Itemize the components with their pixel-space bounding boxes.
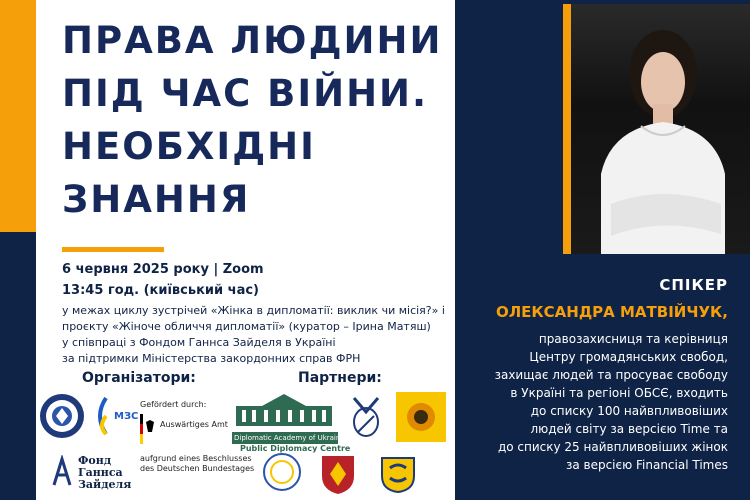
speaker-photo [571,4,750,254]
beschluss-line-1: aufgrund eines Beschlusses [140,454,252,463]
cy-university-logo [378,454,418,494]
bio-line: людей світу за версією Time та [530,422,728,436]
navy-accent-strip [0,232,36,500]
title-line-2: ПІД ЧАС ВІЙНИ. [62,72,429,115]
university-seal-logo [38,392,86,440]
title-line-3: НЕОБХІДНІ [62,125,316,168]
event-time: 13:45 год. (київський час) [62,283,259,298]
bio-line: до списку 25 найвпливовіших жінок [497,440,728,454]
gefordert-text: Gefördert durch: [140,400,207,409]
auswartiges-amt-text: Auswärtiges Amt [160,420,228,429]
bio-line: захищає людей та просуває свободу [494,368,728,382]
speaker-label: СПІКЕР [659,276,728,294]
event-title [62,14,452,226]
description-line: за підтримки Міністерства закордонних справ ФРН [62,352,361,365]
title-line-4: ЗНАННЯ [62,178,251,221]
academy-name-banner: Diplomatic Academy of Ukraine [234,434,345,442]
partners-heading: Партнери: [298,370,382,386]
academy-centre-text: Public Diplomacy Centre [240,444,351,453]
hanns-seidel-icon [50,455,74,489]
university-crest-logo [348,392,384,442]
bio-line: до списку 100 найвпливовіших [530,404,728,418]
beschluss-line-2: des Deutschen Bundestages [140,464,255,473]
organizers-heading: Організатори: [82,370,196,386]
fond-line-1: Фонд [78,454,112,467]
title-divider [62,247,164,252]
fond-line-2: Ганнса [78,466,123,479]
event-date: 6 червня 2025 року | Zoom [62,262,264,277]
bio-line: Центру громадянських свобод, [529,350,728,364]
orange-accent-strip [0,0,36,232]
bio-line: правозахисниця та керівниця [538,332,728,346]
coat-of-arms-logo [316,452,360,496]
german-eagle-logo [140,414,154,444]
fond-line-3: Зайделя [78,478,132,491]
description-line: проєкту «Жіноче обличчя дипломатії» (куратор – Ірина Матяш) [62,320,431,333]
round-seal-logo [262,452,302,492]
description-line: у співпраці з Фондом Ганнса Зайделя в Україні [62,336,336,349]
mzs-label: МЗС [114,411,139,422]
description-line: у межах циклу зустрічей «Жінка в дипломатії: виклик чи місія?» і [62,304,445,317]
speaker-photo-frame [563,4,750,254]
bio-line: за версією Financial Times [565,458,728,472]
mzs-emblem-logo [92,396,112,436]
title-line-1: ПРАВА ЛЮДИНИ [62,19,443,62]
event-description [62,303,462,367]
speaker-bio [438,330,728,474]
diplomatic-academy-building-logo [232,392,336,428]
speaker-name: ОЛЕКСАНДРА МАТВІЙЧУК, [495,303,728,321]
bio-line: в Україні та регіоні ОБСЄ, входить [510,386,728,400]
hanns-seidel-logo-text [78,455,131,491]
